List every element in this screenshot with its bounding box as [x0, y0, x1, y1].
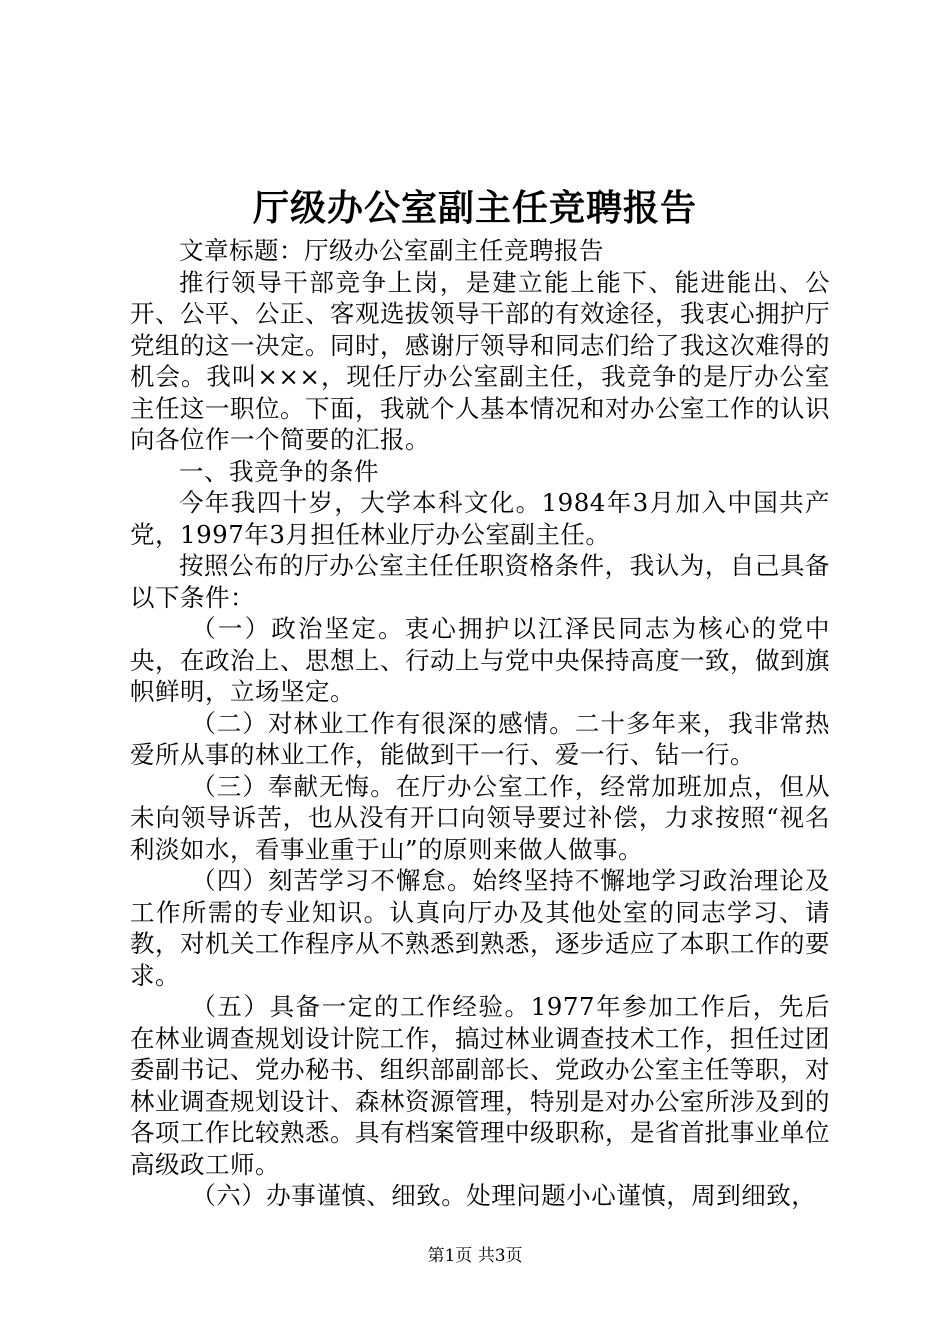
paragraph-condition-5: （五）具备一定的工作经验。1977年参加工作后，先后在林业调查规划设计院工作，搞过林业调查技术工作，担任过团委副书记、党办秘书、组织部副部长、党政办公室主任等职，对林业调查规划设计、森林资源管理，特别是对办公室所涉及到的各项工作比较熟悉。具有档案管理中级职称，是省首批事业单位高级政工师。	[130, 992, 830, 1179]
paragraph-intro: 推行领导干部竞争上岗，是建立能上能下、能进能出、公开、公平、公正、客观选拔领导干部的有效途径，我衷心拥护厅党组的这一决定。同时，感谢厅领导和同志们给了我这次难得的机会。我叫×××，现任厅办公室副主任，我竞争的是厅办公室主任这一职位。下面，我就个人基本情况和对办公室工作的认识向各位作一个简要的汇报。	[130, 267, 830, 454]
paragraph-condition-6: （六）办事谨慎、细致。处理问题小心谨慎，周到细致，	[191, 1181, 817, 1210]
section-heading-conditions: 一、我竞争的条件	[179, 456, 379, 486]
document-title: 厅级办公室副主任竞聘报告	[252, 187, 697, 229]
document-body	[130, 235, 830, 1212]
paragraph-conditions-intro: 按照公布的厅办公室主任任职资格条件，我认为，自己具备以下条件：	[130, 551, 830, 612]
paragraph-condition-2: （二）对林业工作有很深的感情。二十多年来，我非常热爱所从事的林业工作，能做到干一行、爱一行、钻一行。	[130, 708, 830, 769]
paragraph-article-title: 文章标题：厅级办公室副主任竞聘报告	[179, 236, 604, 265]
paragraph-condition-4: （四）刻苦学习不懈怠。始终坚持不懈地学习政治理论及工作所需的专业知识。认真向厅办及其他处室的同志学习、请教，对机关工作程序从不熟悉到熟悉，逐步适应了本职工作的要求。	[130, 866, 830, 990]
paragraph-personal-info: 今年我四十岁，大学本科文化。1984年3月加入中国共产党，1997年3月担任林业厅办公室副主任。	[130, 488, 830, 549]
paragraph-condition-1: （一）政治坚定。衷心拥护以江泽民同志为核心的党中央，在政治上、思想上、行动上与党中央保持高度一致，做到旗帜鲜明，立场坚定。	[130, 614, 830, 706]
paragraph-condition-3: （三）奉献无悔。在厅办公室工作，经常加班加点，但从未向领导诉苦，也从没有开口向领导要过补偿，力求按照“视名利淡如水，看事业重于山”的原则来做人做事。	[130, 771, 830, 864]
page-footer: 第1页 共3页	[427, 1246, 523, 1266]
